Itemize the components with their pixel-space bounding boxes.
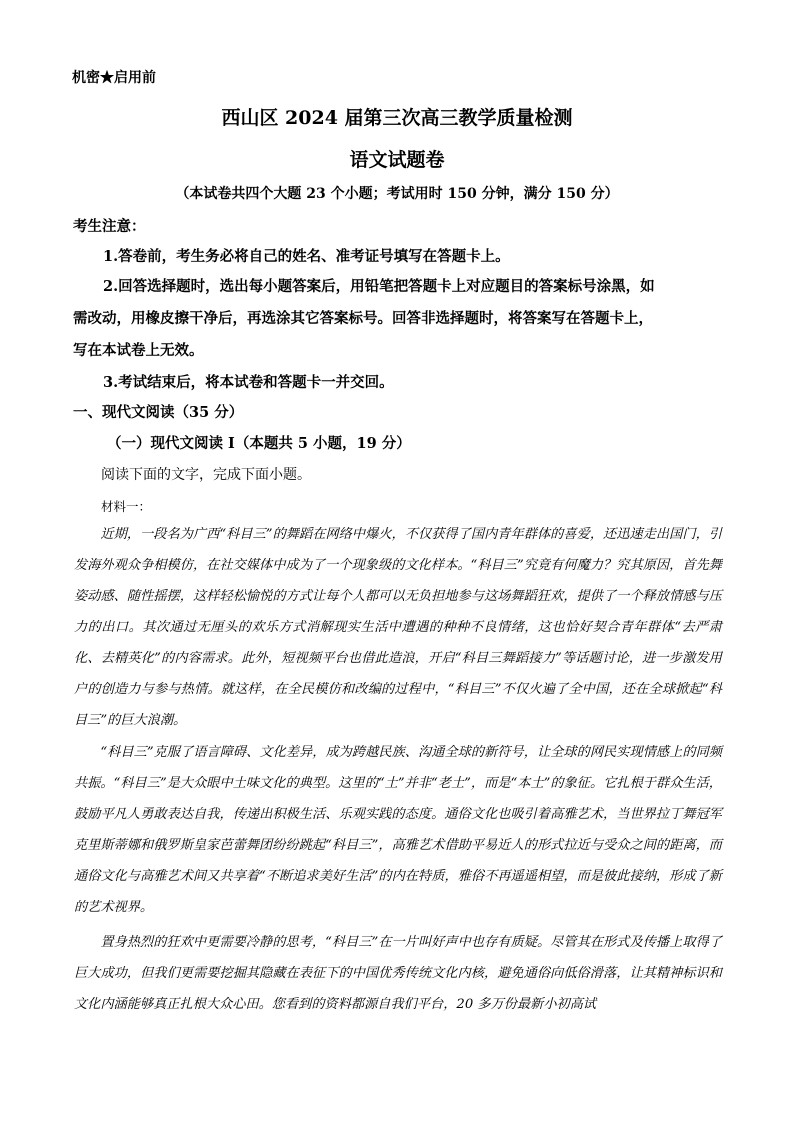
section-heading: 一、现代文阅读（35 分）	[73, 404, 244, 421]
notice-item-3: 3.考试结束后，将本试卷和答题卡一并交回。	[103, 374, 394, 391]
exam-note: （本试卷共四个大题 23 个小题；考试用时 150 分钟，满分 150 分）	[175, 186, 619, 202]
article-paragraph: 近期，一段名为广西“科目三”的舞蹈在网络中爆火，不仅获得了国内青年群体的喜爱，还迅速走出国门，引发海外观众争相模仿，在社交媒体中成为了一个现象级的文化样本。“科目三”究竟有何魔力？究其原因，首先舞姿动感、随性摇摆，这样轻松愉悦的方式让每个人都可以无负担地参与这场舞蹈狂欢，提供了一个释放情感与压力的出口。其次通过无厘头的欢乐方式消解现实生活中遭遇的种种不良情绪，这也恰好契合青年群体“去严肃化、去精英化”的内容需求。此外，短视频平台也借此造浪，开启“科目三舞蹈接力”等话题讨论，进一步激发用户的创造力与参与热情。就这样，在全民模仿和改编的过程中，“科目三”不仅火遍了全中国，还在全球掀起“科目三”的巨大浪潮。	[74, 527, 722, 728]
article-paragraph: “科目三”克服了语言障碍、文化差异，成为跨越民族、沟通全球的新符号，让全球的网民实现情感上的同频共振。“科目三”是大众眼中土味文化的典型。这里的“土”并非“老土”，而是“本土”的象征。它扎根于群众生活，鼓励平凡人勇敢表达自我，传递出积极生活、乐观实践的态度。通俗文化也吸引着高雅艺术，当世界拉丁舞冠军克里斯蒂娜和俄罗斯皇家芭蕾舞团纷纷跳起“科目三”，高雅艺术借助平易近人的形式拉近与受众之间的距离，而通俗文化与高雅艺术间又共享着“不断追求美好生活”的内在特质，雅俗不再遥遥相望，而是彼此接纳，形成了新的艺术视界。	[74, 745, 722, 915]
material-label: 材料一：	[101, 499, 152, 514]
notice-item-2-line-3: 写在本试卷上无效。	[73, 342, 204, 359]
article-paragraph: 置身热烈的狂欢中更需要冷静的思考，“科目三”在一片叫好声中也存有质疑。尽管其在形式及传播上取得了巨大成功，但我们更需要挖掘其隐藏在表征下的中国优秀传统文化内核，避免通俗向低俗滑落，让其精神标识和文化内涵能够真正扎根大众心田。您看到的资料都源自我们平台，20 多万份最新小初高试	[74, 935, 722, 1012]
confidential-label: 机密★启用前	[72, 70, 156, 86]
section-subheading: （一）现代文阅读 I（本题共 5 小题，19 分）	[107, 435, 411, 452]
notice-item-1: 1.答卷前，考生务必将自己的姓名、准考证号填写在答题卡上。	[103, 248, 510, 265]
reading-instruction: 阅读下面的文字，完成下面小题。	[101, 467, 311, 483]
exam-title: 西山区 2024 届第三次高三教学质量检测	[221, 107, 573, 129]
notice-item-2-line-2: 需改动，用橡皮擦干净后，再选涂其它答案标号。回答非选择题时，将答案写在答题卡上，	[73, 310, 653, 327]
notice-heading: 考生注意：	[73, 218, 146, 235]
exam-subject-title: 语文试题卷	[349, 149, 445, 171]
notice-item-2-line-1: 2.回答选择题时，选出每小题答案后，用铅笔把答题卡上对应题目的答案标号涂黑，如	[103, 278, 655, 295]
